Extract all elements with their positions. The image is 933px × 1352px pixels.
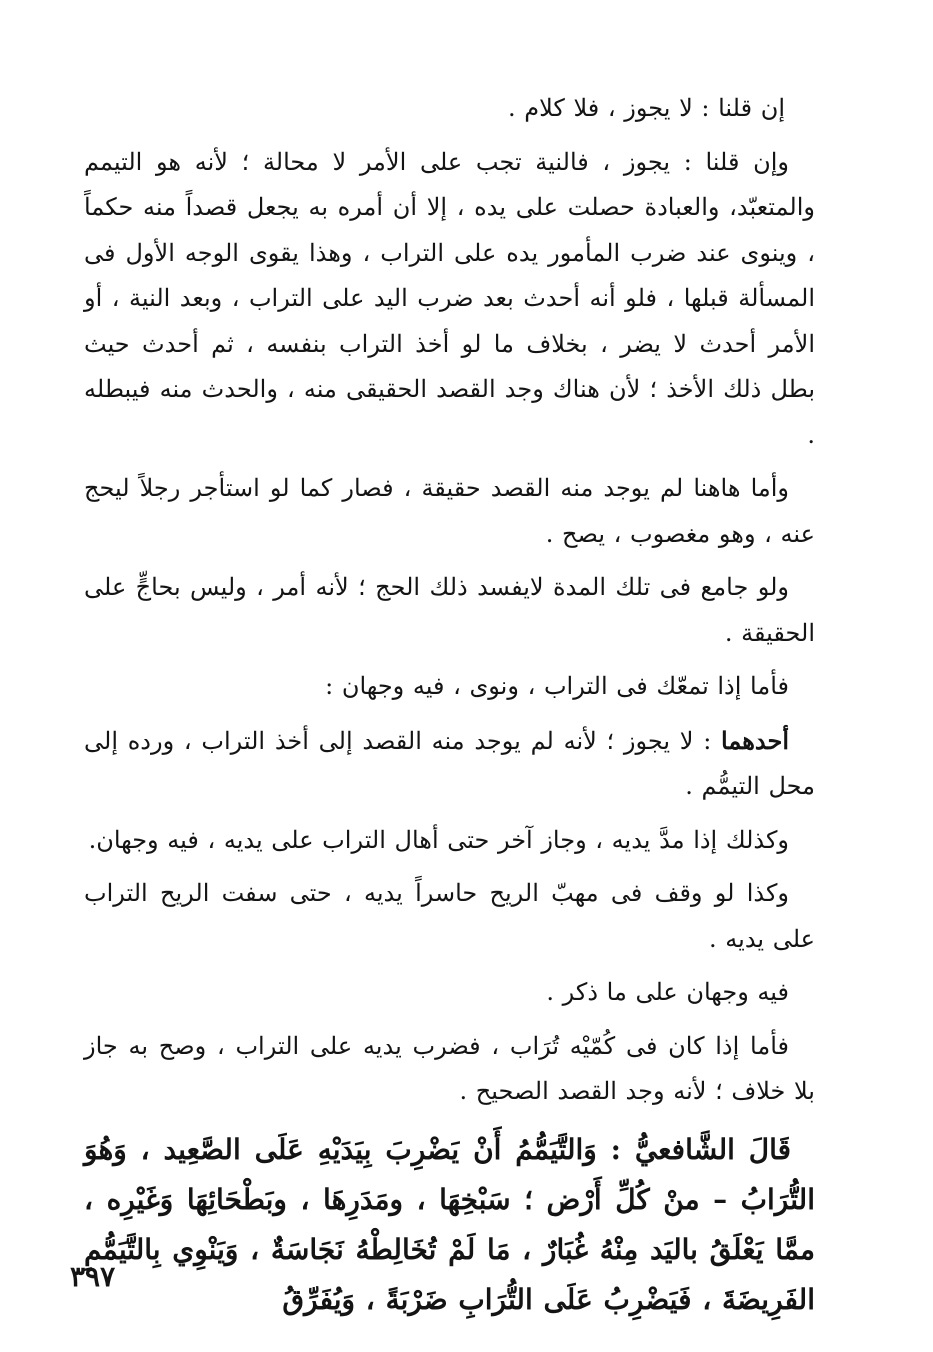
paragraph-10: فأما إذا كان فى كُمّيْه تُرَاب ، فضرب يديه على التراب ، وصح به جاز بلا خلاف ؛ لأنه وجد القصد الصحيح .: [84, 1031, 815, 1105]
main-text: [84, 86, 815, 1325]
paragraph-9: فيه وجهان على ما ذكر .: [546, 978, 789, 1006]
paragraph-8: وكذا لو وقف فى مهبّ الريح حاسراً يديه ، حتى سفت الريح التراب على يديه .: [84, 879, 815, 953]
paragraph-2: وإن قلنا : يجوز ، فالنية تجب على الأمر لا محالة ؛ لأنه هو التيمم والمتعبّد، والعبادة حصلت على يده ، إلا أن أمره به يجعل قصداً منه حكماً ، وينوى عند ضرب المأمور يده على التراب ، وهذا يقوى الوجه الأول فى المسألة قبلها ، فلو أنه أحدث بعد ضرب اليد على التراب ، وبعد النية ، أو الأمر أحدث لا يضر ، بخلاف ما لو أخذ التراب بنفسه ، ثم أحدث حيث بطل ذلك الأخذ ؛ لأن هناك وجد القصد الحقيقى منه ، والحدث منه فيبطله .: [84, 147, 815, 449]
paragraph-7: وكذلك إذا مدَّ يديه ، وجاز آخر حتى أهال التراب على يديه ، فيه وجهان.: [88, 825, 789, 854]
shafii-quote: قَالَ الشَّافعيُّ : وَالتَّيَمُّمُ أَنْ يَضْرِبَ بِيَدَيْهِ عَلَى الصَّعِيد ، وَهُوَ التُّرَابُ – منْ كُلِّ أَرْض ؛ سَبْخِهَا ، ومَدَرِهَا ، وبَطْحَائِهَا وَغَيْرِه ، ممَّا يَعْلَقُ باليَد مِنْهُ غُبَارٌ ، مَا لَمْ تُخَالِطْهُ نَجَاسَةٌ ، وَيَنْوِي بِالتَّيَمُّمِ الفَرِيضَةَ ، فَيَضْرِبُ عَلَى التُّرَابِ ضَرْبَةً ، وَيُفَرِّقُ: [84, 1132, 815, 1316]
paragraph-3: وأما هاهنا لم يوجد منه القصد حقيقة ، فصار كما لو استأجر رجلاً ليحج عنه ، وهو مغصوب ، يصح .: [84, 474, 815, 548]
paragraph-6: أحدهما : لا يجوز ؛ لأنه لم يوجد منه القصد إلى أخذ التراب ، ورده إلى محل التيمُّم .: [84, 725, 815, 800]
page-number: ٣٩٧: [70, 1260, 116, 1293]
paragraph-5: فأما إذا تمعّك فى التراب ، ونوى ، فيه وجهان :: [325, 672, 789, 700]
paragraph-1: إن قلنا : لا يجوز ، فلا كلام .: [507, 94, 785, 122]
paragraph-lead-word: أحدهما: [721, 725, 789, 755]
paragraph-4: ولو جامع فى تلك المدة لايفسد ذلك الحج ؛ لأنه أمر ، وليس بحاجٍّ على الحقيقة .: [84, 573, 815, 647]
